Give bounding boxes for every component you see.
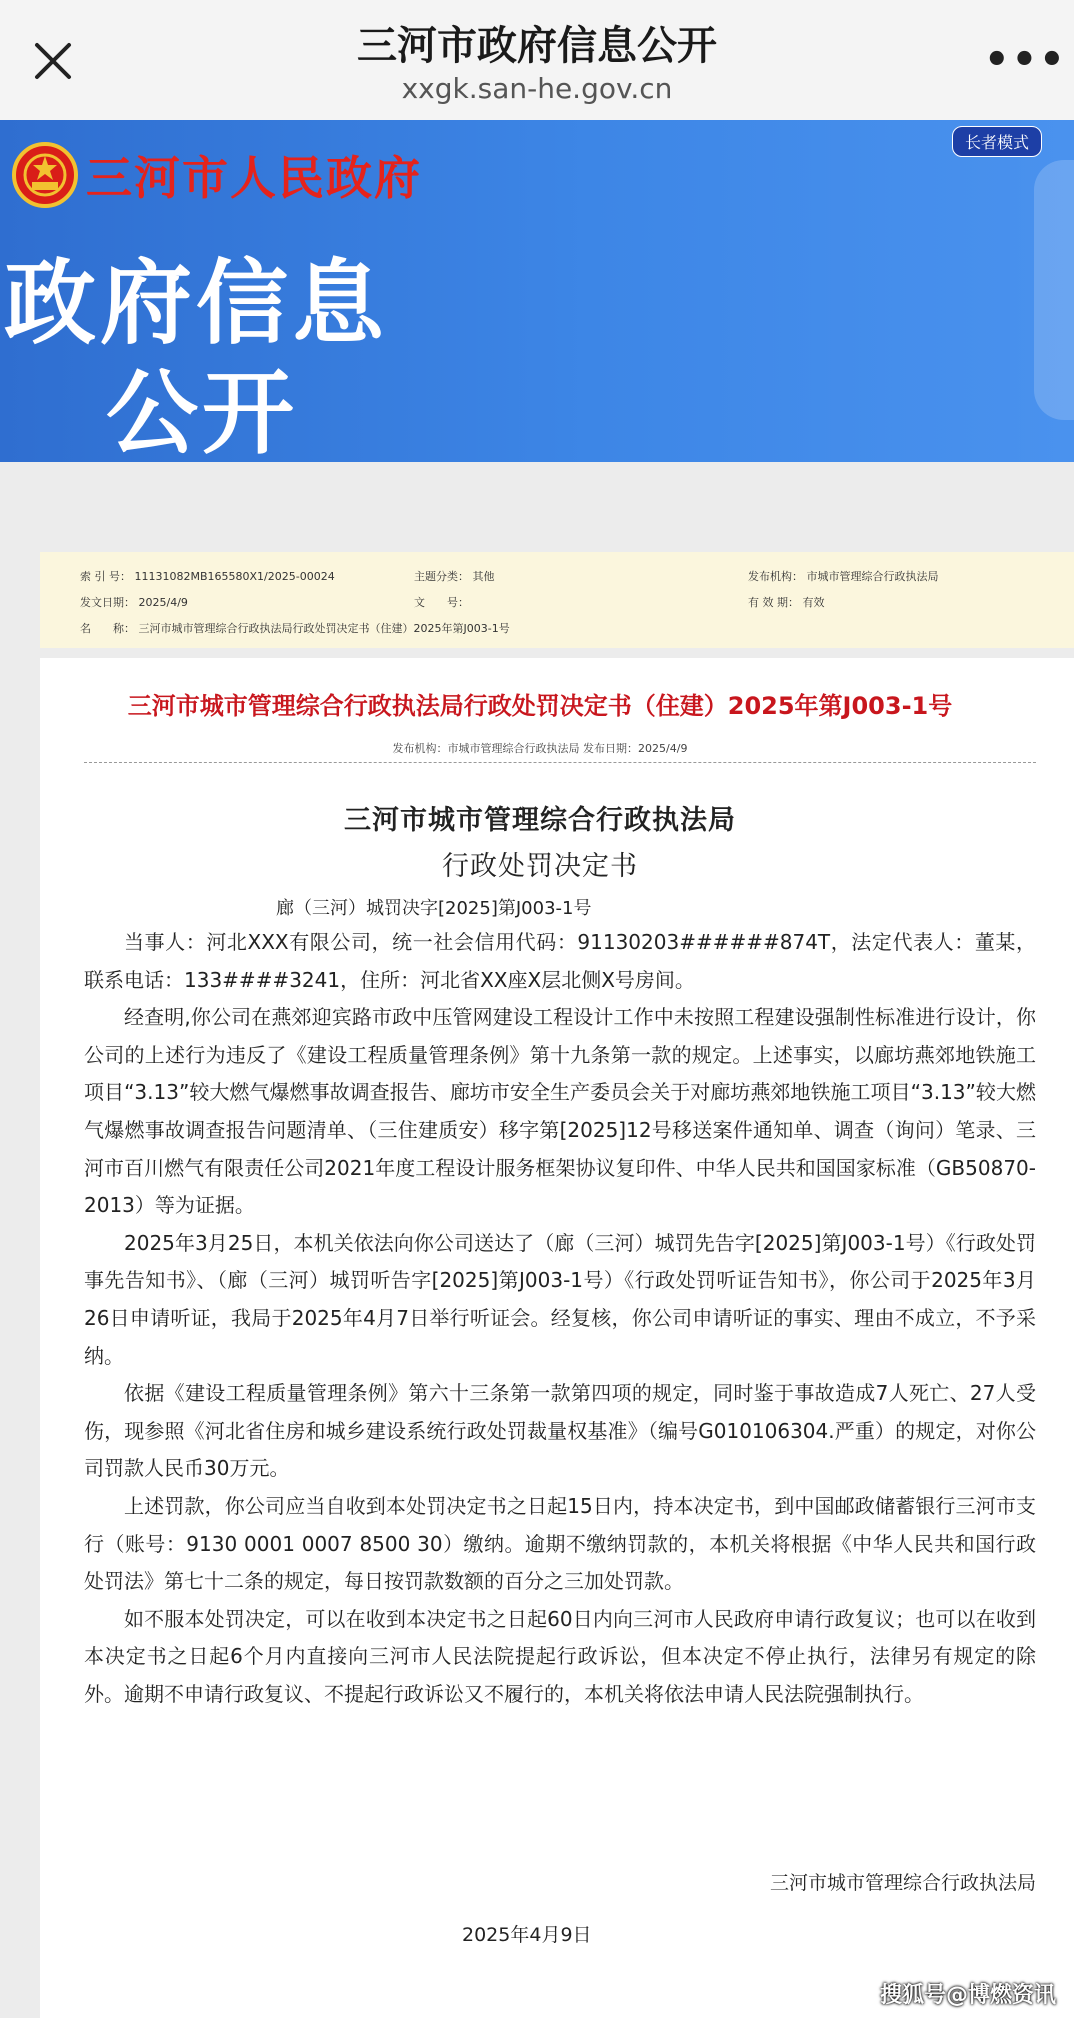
meta-validity-value: 有效	[802, 596, 825, 609]
meta-publisher-value: 市城市管理综合行政执法局	[806, 570, 939, 583]
signature-date: 2025年4月9日	[462, 1924, 592, 1946]
paragraph-hearing: 2025年3月25日，本机关依法向你公司送达了（廊（三河）城罚先告字[2025]第J003-1号）《行政处罚事先告知书》、（廊（三河）城罚听告字[2025]第J003-1号）《行政处罚听证告知书》，你公司于2025年3月26日申请听证，我局于2025年4月7日举行听证会。经复核，你公司申请听证的事实、理由不成立，不予采纳。	[84, 1230, 1036, 1368]
government-name[interactable]: 三河市人民政府	[86, 151, 422, 205]
meta-publisher-label: 发布机构：	[748, 570, 803, 583]
document-title: 三河市城市管理综合行政执法局行政处罚决定书（住建）2025年第J003-1号	[127, 692, 953, 720]
meta-date-value: 2025/4/9	[138, 596, 188, 609]
meta-index-label: 索 引 号：	[80, 570, 131, 583]
meta-date-label: 发文日期：	[80, 596, 135, 609]
document-card	[40, 658, 1074, 2018]
signature-organization: 三河市城市管理综合行政执法局	[769, 1872, 1036, 1894]
paragraph-findings: 经查明,你公司在燕郊迎宾路市政中压管网建设工程设计工作中未按照工程建设强制性标准进行设计，你公司的上述行为违反了《建设工程质量管理条例》第十九条第一款的规定。上述事实，以廊坊燕郊地铁施工项目“3.13”较大燃气爆燃事故调查报告、廊坊市安全生产委员会关于对廊坊燕郊地铁施工项目“3.13”较大燃气爆燃事故调查报告问题清单、（三住建质安）移字第[2025]12号移送案件通知单、调查（询问）笔录、三河市百川燃气有限责任公司2021年度工程设计服务框架协议复印件、中华人民共和国国家标准（GB50870-2013）等为证据。	[84, 1005, 1036, 1218]
document-publish-line: 发布机构：市城市管理综合行政执法局 发布日期：2025/4/9	[392, 742, 688, 755]
meta-index-value: 11131082MB165580X1/2025-00024	[134, 570, 335, 583]
elder-mode-button[interactable]: 长者模式	[952, 126, 1042, 157]
browser-top-bar	[0, 0, 1074, 120]
meta-date	[80, 594, 188, 610]
document-number: 廊（三河）城罚决字[2025]第J003-1号	[276, 898, 592, 919]
meta-validity	[748, 594, 825, 610]
document-type-heading: 行政处罚决定书	[442, 851, 638, 882]
banner-title-line1: 政府信息	[4, 250, 389, 357]
watermark: 搜狐号@博燃资讯	[879, 1983, 1056, 2008]
banner-decoration	[1034, 160, 1074, 420]
more-options-icon[interactable]: •••	[984, 37, 1067, 83]
divider	[84, 762, 1036, 763]
meta-category-label: 主题分类：	[414, 570, 469, 583]
meta-category-value: 其他	[472, 570, 495, 583]
meta-name-value: 三河市城市管理综合行政执法局行政处罚决定书（住建）2025年第J003-1号	[138, 622, 510, 635]
meta-name	[80, 620, 510, 636]
meta-docno	[414, 594, 469, 610]
paragraph-penalty-basis: 依据《建设工程质量管理条例》第六十三条第一款第四项的规定，同时鉴于事故造成7人死亡、27人受伤，现参照《河北省住房和城乡建设系统行政处罚裁量权基准》（编号G010106304.严重）的规定，对你公司罚款人民币30万元。	[84, 1381, 1036, 1481]
organization-heading: 三河市城市管理综合行政执法局	[344, 805, 736, 836]
meta-validity-label: 有 效 期：	[748, 596, 799, 609]
meta-docno-label: 文 号：	[414, 596, 469, 609]
site-banner	[0, 120, 1074, 462]
meta-publisher	[748, 568, 939, 584]
national-emblem-icon	[12, 142, 78, 208]
paragraph-party: 当事人：河北XXX有限公司，统一社会信用代码：91130203######874T，法定代表人：董某，联系电话：133####3241，住所：河北省XX座X层北侧X号房间。	[84, 930, 1036, 992]
paragraph-appeal: 如不服本处罚决定，可以在收到本决定书之日起60日内向三河市人民政府申请行政复议；也可以在收到本决定书之日起6个月内直接向三河市人民法院提起行政诉讼，但本决定不停止执行，法律另有规定的除外。逾期不申请行政复议、不提起行政诉讼又不履行的，本机关将依法申请人民法院强制执行。	[84, 1606, 1036, 1706]
paragraph-payment: 上述罚款，你公司应当自收到本处罚决定书之日起15日内，持本决定书，到中国邮政储蓄银行三河市支行（账号：9130 0001 0007 8500 30）缴纳。逾期不缴纳罚款的，本机关将根据《中华人民共和国行政处罚法》第七十二条的规定，每日按罚款数额的百分之三加处罚款。	[84, 1493, 1036, 1594]
page-url: xxgk.san-he.gov.cn	[401, 72, 673, 105]
meta-name-label: 名 称：	[80, 622, 135, 635]
page-title: 三河市政府信息公开	[357, 23, 717, 69]
document-body	[84, 924, 1036, 1713]
document-meta-table	[40, 552, 1074, 648]
meta-category	[414, 568, 495, 584]
banner-title-line2: 公开	[106, 360, 299, 462]
meta-index	[80, 568, 335, 584]
